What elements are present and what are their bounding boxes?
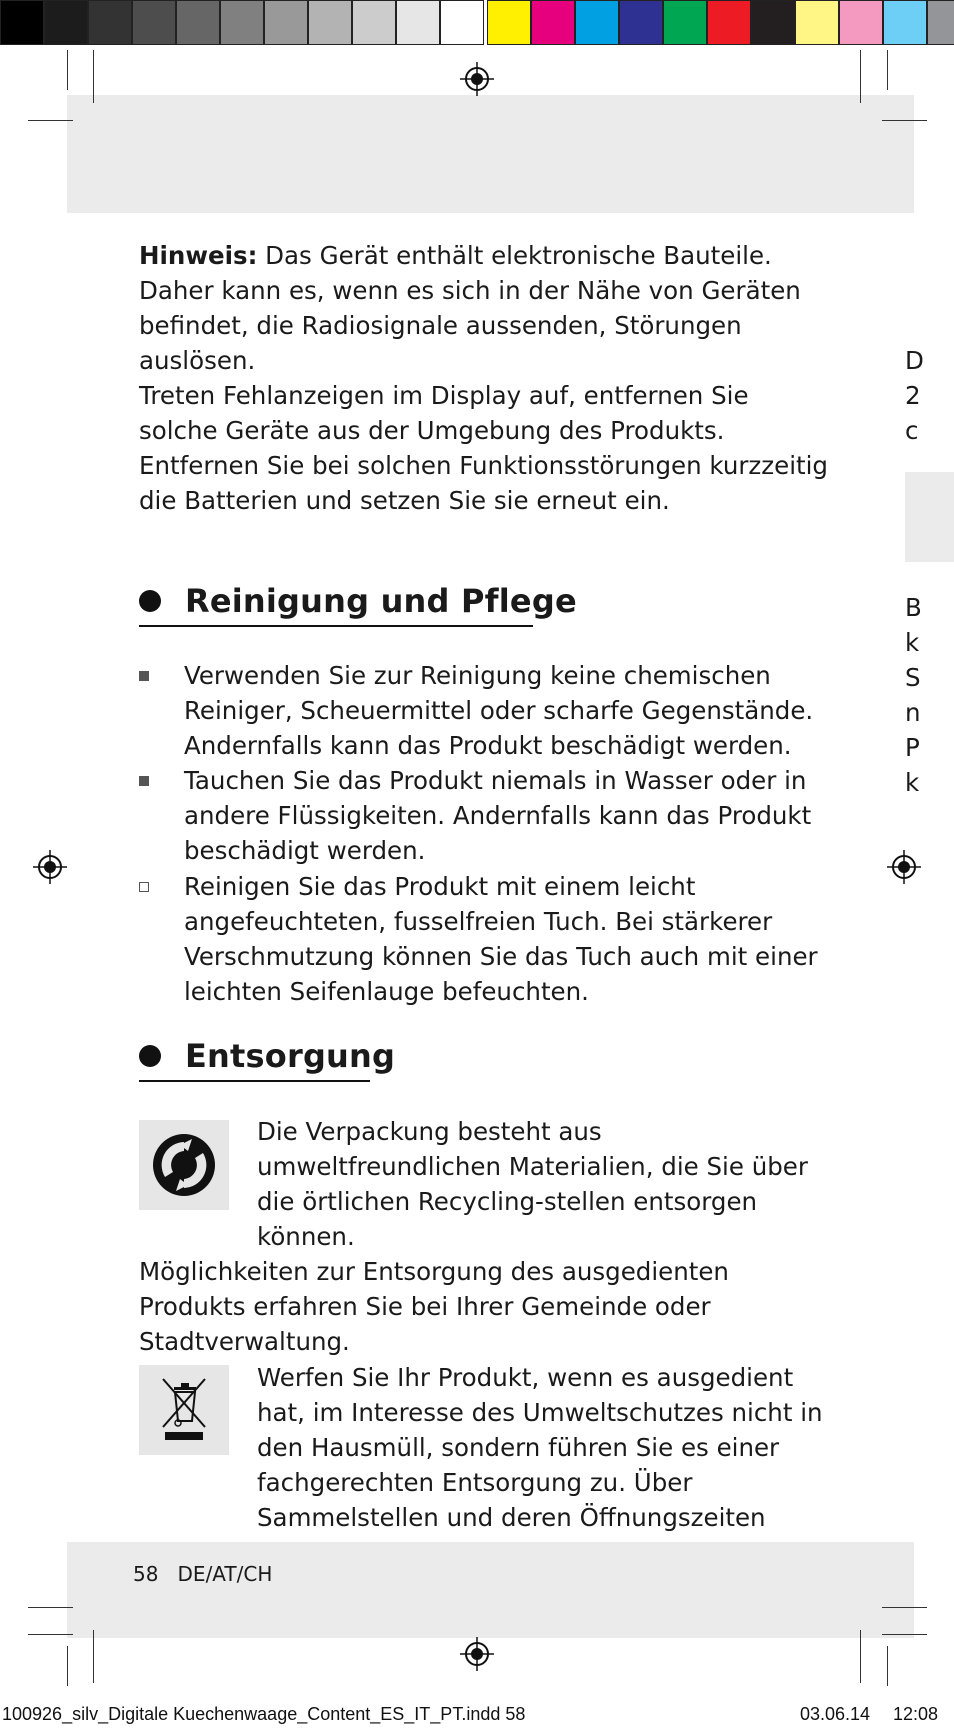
list-item-text: Verwenden Sie zur Reinigung keine chemischen Reiniger, Scheuermittel oder scharfe Gegenstände. Andernfalls kann das Produkt beschädigt werden. <box>184 661 814 760</box>
adjacent-page-band <box>905 472 954 562</box>
side-line: k <box>905 628 920 657</box>
crossed-bin-icon <box>139 1365 229 1455</box>
list-item-text: Tauchen Sie das Produkt niemals in Wasser oder in andere Flüssigkeiten. Andernfalls kann das Produkt beschädigt werden. <box>184 766 812 865</box>
page-number: 58 <box>133 1562 159 1586</box>
color-swatch <box>440 0 484 45</box>
notice-paragraph <box>139 238 829 378</box>
color-swatch <box>396 0 440 45</box>
packaging-paragraph: Die Verpackung besteht aus umweltfreundlichen Materialien, die Sie über die örtlichen Recycling-stellen entsorgen können. <box>257 1117 808 1251</box>
crop-mark <box>93 50 94 103</box>
adjacent-page-text-bottom <box>905 590 954 800</box>
disposal-options-paragraph: Möglichkeiten zur Entsorgung des ausgedienten Produkts erfahren Sie bei Ihrer Gemeinde oder Stadtverwaltung. <box>139 1257 729 1356</box>
square-bullet-icon <box>139 776 149 786</box>
color-swatch <box>795 0 839 45</box>
heading-underline <box>139 1080 370 1082</box>
crop-mark <box>882 120 927 121</box>
crop-mark <box>882 1607 927 1608</box>
side-line: n <box>905 698 921 727</box>
footer-band <box>67 1542 914 1638</box>
side-line: 2 <box>905 381 921 410</box>
crop-mark <box>860 50 861 103</box>
weee-paragraph: Werfen Sie Ihr Produkt, wenn es ausgedient hat, im Interesse des Umweltschutzes nicht in den Hausmüll, sondern führen Sie es einer fachgerechten Entsorgung zu. Über Sammelstellen und deren Öffnungszeiten <box>257 1363 823 1532</box>
registration-mark-icon <box>460 1637 494 1671</box>
color-calibration-bar <box>0 0 954 45</box>
crop-mark <box>28 120 73 121</box>
crop-mark <box>28 1634 73 1635</box>
list-item <box>139 763 839 868</box>
list-item-text: Reinigen Sie das Produkt mit einem leicht angefeuchteten, fusselfreien Tuch. Bei stärkerer Verschmutzung können Sie das Tuch auch mit einer leichten Seifenlauge befeuchten. <box>184 872 818 1006</box>
color-swatch <box>0 0 44 45</box>
color-swatch <box>751 0 795 45</box>
list-item <box>139 658 839 763</box>
header-band <box>67 95 914 213</box>
side-line: D <box>905 346 924 375</box>
color-swatch <box>575 0 619 45</box>
print-slug-time: 12:08 <box>893 1704 939 1724</box>
bullet-dot-icon <box>139 1045 161 1067</box>
weee-icon-box <box>139 1365 229 1455</box>
section-heading-disposal <box>139 1037 395 1075</box>
color-swatch <box>663 0 707 45</box>
recycling-icon-box <box>139 1120 229 1210</box>
crop-mark <box>860 1630 861 1683</box>
notice-text: Das Gerät enthält elektronische Bauteile. Daher kann es, wenn es sich in der Nähe von Geräten befindet, die Radiosignale aussenden, Störungen auslösen. <box>139 241 801 375</box>
side-line: k <box>905 768 920 797</box>
crop-mark <box>882 1634 927 1635</box>
color-swatch <box>531 0 575 45</box>
color-swatch <box>927 0 954 45</box>
heading-underline <box>139 625 533 627</box>
registration-mark-icon <box>460 62 494 96</box>
crop-mark <box>28 1607 73 1608</box>
locale-label: DE/AT/CH <box>177 1562 273 1586</box>
color-swatch <box>220 0 264 45</box>
crop-mark <box>887 1646 888 1686</box>
color-swatch <box>487 0 531 45</box>
color-swatch <box>839 0 883 45</box>
color-swatch <box>707 0 751 45</box>
crop-mark <box>887 50 888 90</box>
section-title: Reinigung und Pflege <box>185 582 577 620</box>
section-title: Entsorgung <box>185 1037 396 1075</box>
crop-mark <box>67 1646 68 1686</box>
registration-mark-icon <box>33 850 67 884</box>
square-bullet-icon <box>139 671 149 681</box>
color-swatch <box>132 0 176 45</box>
registration-mark-icon <box>887 850 921 884</box>
color-swatch <box>176 0 220 45</box>
color-swatch <box>264 0 308 45</box>
hollow-square-bullet-icon <box>139 882 149 892</box>
list-item <box>139 869 839 1009</box>
color-swatch <box>88 0 132 45</box>
side-line: P <box>905 733 920 762</box>
color-swatch <box>619 0 663 45</box>
print-slug-date: 03.06.14 <box>800 1704 871 1724</box>
crop-mark <box>93 1630 94 1683</box>
display-paragraph: Treten Fehlanzeigen im Display auf, entfernen Sie solche Geräte aus der Umgebung des Produkts. Entfernen Sie bei solchen Funktionsstörungen kurzzeitig die Batterien und setzen Sie sie erneut ein. <box>139 381 828 515</box>
bullet-dot-icon <box>139 590 161 612</box>
side-line: B <box>905 593 922 622</box>
section-heading-cleaning <box>139 582 577 620</box>
adjacent-page-text-top <box>905 343 954 448</box>
crop-mark <box>67 50 68 90</box>
green-dot-recycling-icon <box>139 1120 229 1210</box>
print-slug-filename: 100926_silv_Digitale Kuechenwaage_Content_ES_IT_PT.indd 58 <box>2 1704 526 1724</box>
color-swatch <box>44 0 88 45</box>
page-number-line <box>133 1562 272 1586</box>
notice-label: Hinweis: <box>139 241 258 270</box>
color-swatch <box>308 0 352 45</box>
color-swatch <box>883 0 927 45</box>
side-line: c <box>905 416 919 445</box>
color-swatch <box>352 0 396 45</box>
side-line: S <box>905 663 921 692</box>
